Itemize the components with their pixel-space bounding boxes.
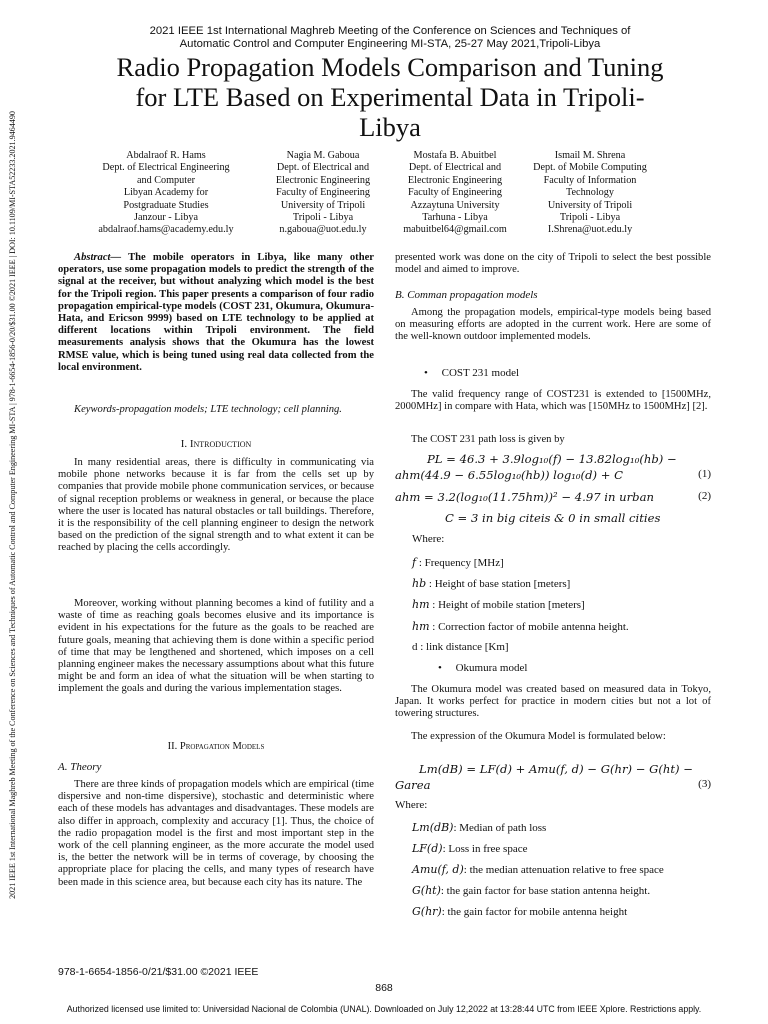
subsection-heading-common-models: B. Comman propagation models (395, 289, 538, 301)
keywords-text: Keywords-propagation models; LTE technology; cell planning. (74, 404, 342, 415)
equation-1 (395, 452, 711, 486)
definition-symbol: G(hr) (412, 905, 442, 918)
bullet-okumura: • Okumura model (438, 662, 528, 674)
author-affiliation: Faculty of Engineering (408, 187, 502, 199)
cost231-paragraph (395, 389, 711, 413)
definition-text: : the gain factor for base station antenna height. (440, 885, 651, 897)
paragraph-text: Moreover, working without planning becomes a kind of futility and a waste of time as reaching goals becomes elusive and its importance is evident in his expectations for the future as the goals to be reached are future goals, meaning that achieving them is done within a specific period of time that may be lengthened and shortened, which imposes on a cell planning engineer makes the necessary assumptions about what this future might be and form an idea of what the situation will be when starting to implement the goals and during the various implementation stages. (58, 598, 374, 695)
definition-text: : the gain factor for mobile antenna height (441, 906, 628, 918)
author-block (81, 150, 251, 237)
author-affiliation: Libyan Academy for (123, 187, 209, 199)
equation-3 (395, 762, 711, 796)
subsection-heading-theory: A. Theory (58, 761, 102, 773)
section-heading-introduction: I. Introduction (180, 438, 252, 450)
paragraph-text: The expression of the Okumura Model is formulated below: (411, 731, 666, 742)
title-line: for LTE Based on Experimental Data in Tripoli- (135, 82, 645, 112)
paragraph-text: The COST 231 path loss is given by (411, 434, 565, 445)
author-email[interactable]: mabuitbel64@gmail.com (403, 224, 507, 236)
title-line: Radio Propagation Models Comparison and Tuning (116, 52, 664, 82)
author-name: Mostafa B. Abuitbel (413, 150, 497, 161)
definition-item (412, 905, 627, 918)
definition-symbol: d (412, 641, 418, 653)
author-location: Tripoli - Libya (292, 212, 354, 224)
author-affiliation: Faculty of Engineering (276, 187, 370, 199)
theory-paragraph (58, 779, 374, 889)
page-number: 868 (375, 982, 393, 994)
author-name: Ismail M. Shrena (554, 150, 626, 161)
definition-item (412, 577, 570, 590)
definition-symbol: Amu(f, d) (412, 863, 464, 876)
paragraph-text: There are three kinds of propagation models which are empirical (time dispersive and non-time dispersive), stochastic and deterministic where each of these models has advantages and disadvantages. These models are also differ in approach, complexity and accuracy [1]. Thus, the choice of the radio propagation model is the first and most important step in the work of the cell planning engineer, as the more accurate the model used is, the better the network will be in terms of coverage, by choosing the appropriate place for placing the cells, and many types of research have been made in this science area, but because each city has its nature. The (58, 779, 374, 888)
introduction-paragraph (58, 457, 374, 555)
definition-text: : Loss in free space (442, 843, 528, 855)
definition-symbol: Lm(dB) (412, 821, 454, 834)
paragraph-text: Among the propagation models, empirical-type models being based on measuring efforts are adopted in the current work. Here are some of the well-known outdoor implemented models. (395, 307, 711, 343)
bullet-label: Okumura model (455, 662, 528, 674)
definition-item (412, 556, 504, 569)
abstract-label: Abstract— (74, 252, 122, 263)
author-affiliation: and Computer (136, 174, 195, 186)
equation-line: PL = 46.3 + 3.9log₁₀(f) − 13.82log₁₀(hb) − (427, 452, 677, 466)
footer-isbn: 978-1-6654-1856-0/21/$31.00 ©2021 IEEE (58, 966, 259, 978)
author-affiliation: Technology (566, 187, 614, 199)
definition-text: : Height of base station [meters] (426, 578, 571, 590)
okumura-paragraph (395, 684, 711, 721)
equation-number: (1) (698, 468, 711, 480)
common-models-paragraph (395, 307, 711, 344)
definition-symbol: hb (412, 577, 427, 590)
title-line: Libya (359, 112, 421, 142)
author-affiliation: Dept. of Electrical Engineering (102, 162, 230, 174)
author-email[interactable]: I.Shrena@uot.edu.ly (547, 224, 633, 236)
definition-symbol: hm (412, 620, 430, 633)
equation-number: (3) (698, 778, 711, 790)
equation-line: Garea (395, 778, 431, 792)
author-location: Tripoli - Libya (559, 212, 621, 224)
author-affiliation: Dept. of Electrical and (408, 162, 502, 174)
author-email[interactable]: abdalraof.hams@academy.edu.ly (98, 224, 234, 236)
author-affiliation: Faculty of Information (543, 174, 637, 186)
definition-item (412, 863, 664, 876)
author-affiliation: Electronic Engineering (275, 174, 371, 186)
author-location: Janzour - Libya (134, 212, 198, 224)
conference-line: 2021 IEEE 1st International Maghreb Meeting of the Conference on Sciences and Techniques of (149, 25, 631, 37)
author-email[interactable]: n.gaboua@uot.edu.ly (279, 224, 367, 236)
author-location: Tarhuna - Libya (422, 212, 488, 224)
definition-text: : the median attenuation relative to free space (463, 864, 664, 876)
conference-header (90, 25, 690, 51)
okumura-expression-intro (395, 731, 711, 743)
paper-title (50, 52, 730, 142)
definition-text: : Frequency [MHz] (416, 557, 504, 569)
author-affiliation: Dept. of Mobile Computing (533, 162, 647, 174)
definition-text: : Median of path loss (453, 822, 547, 834)
definition-symbol: f (412, 556, 417, 569)
equation-line: ahm(44.9 − 6.55log₁₀(hb)) log₁₀(d) + C (395, 468, 623, 482)
where-label: Where: (395, 799, 428, 811)
author-affiliation: Azzaytuna University (410, 199, 500, 211)
equation-2 (395, 490, 711, 506)
equation-line: Lm(dB) = LF(d) + Amu(f, d) − G(hr) − G(ht) − (419, 762, 693, 776)
definition-item (412, 821, 546, 834)
equation-2-constant: C = 3 in big citeis & 0 in small cities (445, 511, 661, 525)
definition-text: : link distance [Km] (417, 641, 509, 653)
author-block (505, 150, 675, 237)
definition-item (412, 884, 650, 897)
bullet-cost231: • COST 231 model (424, 367, 520, 379)
equation-number: (2) (698, 490, 711, 502)
definition-item (412, 598, 585, 611)
conference-line: Automatic Control and Computer Engineering MI-STA, 25-27 May 2021,Tripoli-Libya (179, 38, 601, 50)
bullet-label: COST 231 model (441, 367, 520, 379)
where-label: Where: (412, 533, 445, 545)
paragraph-text: The Okumura model was created based on measured data in Tokyo, Japan. It works perfect for practice in modern cities but not a lot of towering structures. (395, 684, 711, 720)
author-affiliation: University of Tripoli (280, 199, 366, 211)
definition-item (412, 620, 629, 633)
author-name: Nagia M. Gaboua (286, 150, 360, 161)
author-affiliation: University of Tripoli (547, 199, 633, 211)
definition-symbol: G(ht) (412, 884, 441, 897)
continued-paragraph (395, 252, 711, 276)
side-citation: 2021 IEEE 1st International Maghreb Meeting of the Conference on Sciences and Techniques of Automatic Control and Computer Engineering MI-STA | 978-1-6654-1856-0/20/$31.00 ©2021 IEEE | DOI: 10.1109/MI-STA52233.2021.9464490 (8, 111, 17, 899)
keywords (58, 404, 374, 416)
abstract (58, 252, 374, 374)
author-name: Abdalraof R. Hams (126, 150, 206, 161)
definition-symbol: hm (412, 598, 430, 611)
paragraph-text: The valid frequency range of COST231 is extended to [1500MHz, 2000MHz] in compare with Hata, which was [150MHz to 1500MHz] [2]. (395, 389, 711, 413)
author-affiliation: Electronic Engineering (407, 174, 503, 186)
license-notice: Authorized licensed use limited to: Universidad Nacional de Colombia (UNAL). Downloaded on July 12,2022 at 13:28:44 UTC from IEEE Xplore. Restrictions apply. (66, 1004, 702, 1014)
equation-line: ahm = 3.2(log₁₀(11.75hm))² − 4.97 in urban (395, 490, 654, 504)
author-affiliation: Dept. of Electrical and (276, 162, 370, 174)
cost231-intro (395, 434, 711, 446)
definition-item (412, 842, 527, 855)
section-heading-propagation-models: II. Propagation Models (167, 741, 265, 752)
definition-text: : Correction factor of mobile antenna height. (429, 621, 629, 633)
definition-item (412, 641, 509, 653)
definition-text: : Height of mobile station [meters] (429, 599, 585, 611)
paragraph-text: In many residential areas, there is difficulty in communicating via mobile phone networks because it is far from the cells set up by companies that provide mobile phone communication services, or because of signal reception problems or weakness in general, or because the place where the user is located has natural obstacles or tall buildings. Therefore, it is the responsibility of the cell planning engineer to design the network based on the prediction of the signal strength and to what extent it can be reached by placing the cells accordingly. (58, 457, 374, 554)
introduction-paragraph (58, 598, 374, 696)
paragraph-text: presented work was done on the city of Tripoli to select the best possible model and aimed to improve. (395, 252, 711, 276)
abstract-text: The mobile operators in Libya, like many other operators, use some propagation models to predict the strength of the signal at the receiver, but without analyzing which model is the best for the Tripoli region. This paper presents a comparison of four radio propagation empirical-type models (COST 231, Okumura, Okumura-Hata, and Ericson 9999) based on LTE technology to be applied at different locations within Tripoli environment. The field measurements analysis shows that the Okumura has the lowest RMSE value, which is being tuned using real data collected from the local environment. (58, 252, 374, 373)
author-affiliation: Postgraduate Studies (123, 199, 209, 211)
definition-symbol: LF(d) (412, 842, 443, 855)
